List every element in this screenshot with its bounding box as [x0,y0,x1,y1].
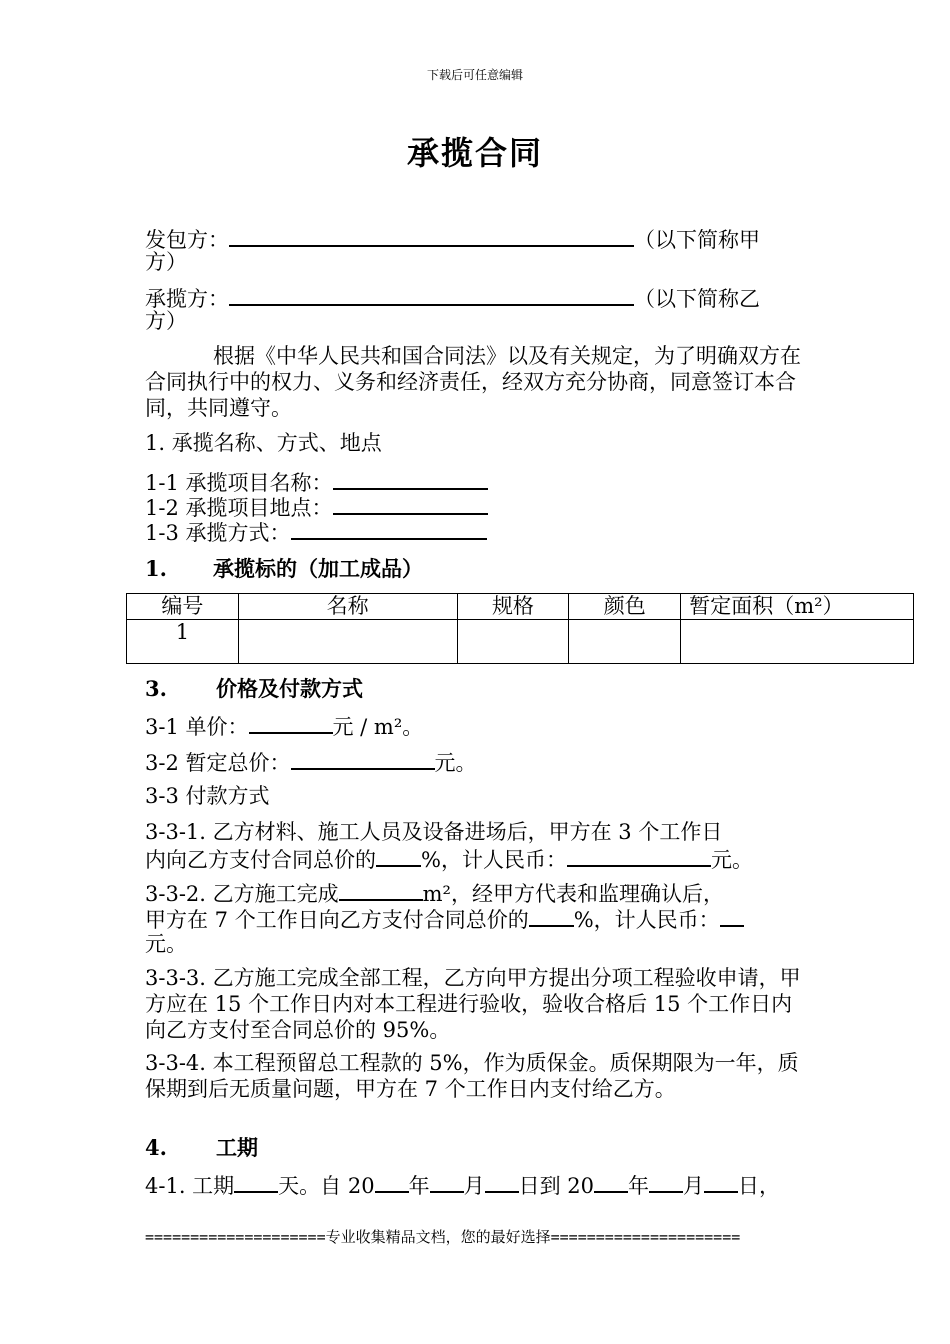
party-b-suffix: （以下简称乙 [634,287,760,311]
item-1-1-label: 1-1 承揽项目名称： [145,471,333,495]
start-year-blank[interactable] [375,1171,409,1193]
end-month-blank[interactable] [649,1171,683,1193]
page-header: 下载后可任意编辑 [426,68,523,82]
end-day-blank[interactable] [704,1171,738,1193]
schedule-line [145,1171,810,1199]
payment-2-text-c: 甲方在 7 个工作日向乙方支付合同总价的 [145,908,529,932]
payment-1-percent-blank[interactable] [376,845,421,867]
party-a-suffix: （以下简称甲 [634,228,760,252]
payment-3-paragraph: 3-3-3. 乙方施工完成全部工程，乙方向甲方提出分项工程验收申请，甲方应在 15 个工作日内对本工程进行验收，验收合格后 15 个工作日内向乙方支付至合同总价的 95%。 [145,966,801,1042]
party-b-blank[interactable] [229,284,634,306]
unit-price-label: 3-1 单价： [145,715,249,739]
table-header-cell: 规格 [457,594,569,620]
payment-heading: 3-3 付款方式 [145,784,270,808]
table-cell[interactable] [681,620,914,664]
schedule-text: 4-1. 工期 [145,1174,235,1198]
payment-1-text-a: 内向乙方支付合同总价的 [145,848,376,872]
schedule-text: 年 [408,1174,430,1198]
item-1-3-blank[interactable] [291,518,487,540]
section-4-heading [145,1135,810,1161]
schedule-text: 年 [627,1174,649,1198]
table-cell[interactable] [569,620,681,664]
section-1-heading: 1. 承揽名称、方式、地点 [145,431,382,455]
party-b-suffix2: 方） [145,309,187,333]
table-header-row [127,594,914,620]
payment-1-amount-blank[interactable] [567,845,711,867]
item-1-3 [145,518,810,546]
items-table [126,593,914,664]
item-1-1 [145,468,810,496]
item-1-2 [145,493,810,521]
days-blank[interactable] [234,1171,278,1193]
party-a-blank[interactable] [229,225,634,247]
start-day-blank[interactable] [485,1171,519,1193]
party-b-label: 承揽方： [145,287,229,311]
table-header-cell: 名称 [238,594,457,620]
section-4-title: 工期 [216,1135,258,1160]
item-1-2-label: 1-2 承揽项目地点： [145,496,333,520]
intro-paragraph: 根据《中华人民共和国合同法》以及有关规定，为了明确双方在合同执行中的权力、义务和经济责任，经双方充分协商，同意签订本合同，共同遵守。 [145,344,801,420]
page-footer: ====================专业收集精品文档，您的最好选择===================== [145,1228,741,1246]
table-header-cell: 编号 [127,594,239,620]
party-a-suffix2: 方） [145,250,187,274]
start-month-blank[interactable] [430,1171,464,1193]
payment-2-text-b: m²，经甲方代表和监理确认后， [422,882,724,906]
table-cell[interactable] [238,620,457,664]
table-header-cell: 颜色 [569,594,681,620]
payment-2-line3: 元。 [145,932,187,956]
payment-1-line1: 3-3-1. 乙方材料、施工人员及设备进场后，甲方在 3 个工作日 [145,820,723,844]
table-row [127,620,914,664]
total-price-blank[interactable] [291,748,435,770]
payment-1-line2 [145,845,810,873]
section-3-title: 价格及付款方式 [216,676,363,701]
section-2-number: 1. [145,556,167,581]
table-cell[interactable]: 1 [127,620,239,664]
payment-2-area-blank[interactable] [339,879,423,901]
item-1-2-blank[interactable] [333,493,488,515]
total-price-unit: 元。 [434,751,477,775]
payment-1-text-c: 元。 [710,848,753,872]
section-4-number: 4. [145,1135,167,1160]
schedule-text: 月 [463,1174,485,1198]
schedule-text: 天。自 20 [278,1174,375,1198]
item-1-3-label: 1-3 承揽方式： [145,521,291,545]
table-cell[interactable] [457,620,569,664]
section-3-heading [145,676,810,702]
payment-1-text-b: %，计人民币： [421,848,567,872]
table-header-cell: 暂定面积（m²） [681,594,914,620]
unit-price-blank[interactable] [249,712,333,734]
end-year-blank[interactable] [594,1171,628,1193]
item-1-1-blank[interactable] [333,468,488,490]
payment-4-paragraph: 3-3-4. 本工程预留总工程款的 5%，作为质保金。质保期限为一年，质保期到后无质量问题，甲方在 7 个工作日内支付给乙方。 [145,1051,799,1101]
schedule-text: 月 [682,1174,704,1198]
party-a-label: 发包方： [145,228,229,252]
payment-2-percent-blank[interactable] [529,905,574,927]
document-title: 承揽合同 [406,134,543,172]
unit-price-unit: 元 / m²。 [332,715,424,739]
total-price-label: 3-2 暂定总价： [145,751,291,775]
payment-2-line1 [145,879,810,907]
schedule-text: 日， [737,1174,780,1198]
schedule-text: 日到 20 [518,1174,594,1198]
section-3-number: 3. [145,676,167,701]
section-2-heading [145,556,810,582]
unit-price-line [145,712,810,740]
payment-2-line2 [145,905,810,933]
payment-2-text-a: 3-3-2. 乙方施工完成 [145,882,339,906]
payment-2-text-d: %，计人民币： [573,908,720,932]
payment-2-amount-blank[interactable] [720,905,744,927]
total-price-line [145,748,810,776]
section-2-title: 承揽标的（加工成品） [213,556,423,581]
